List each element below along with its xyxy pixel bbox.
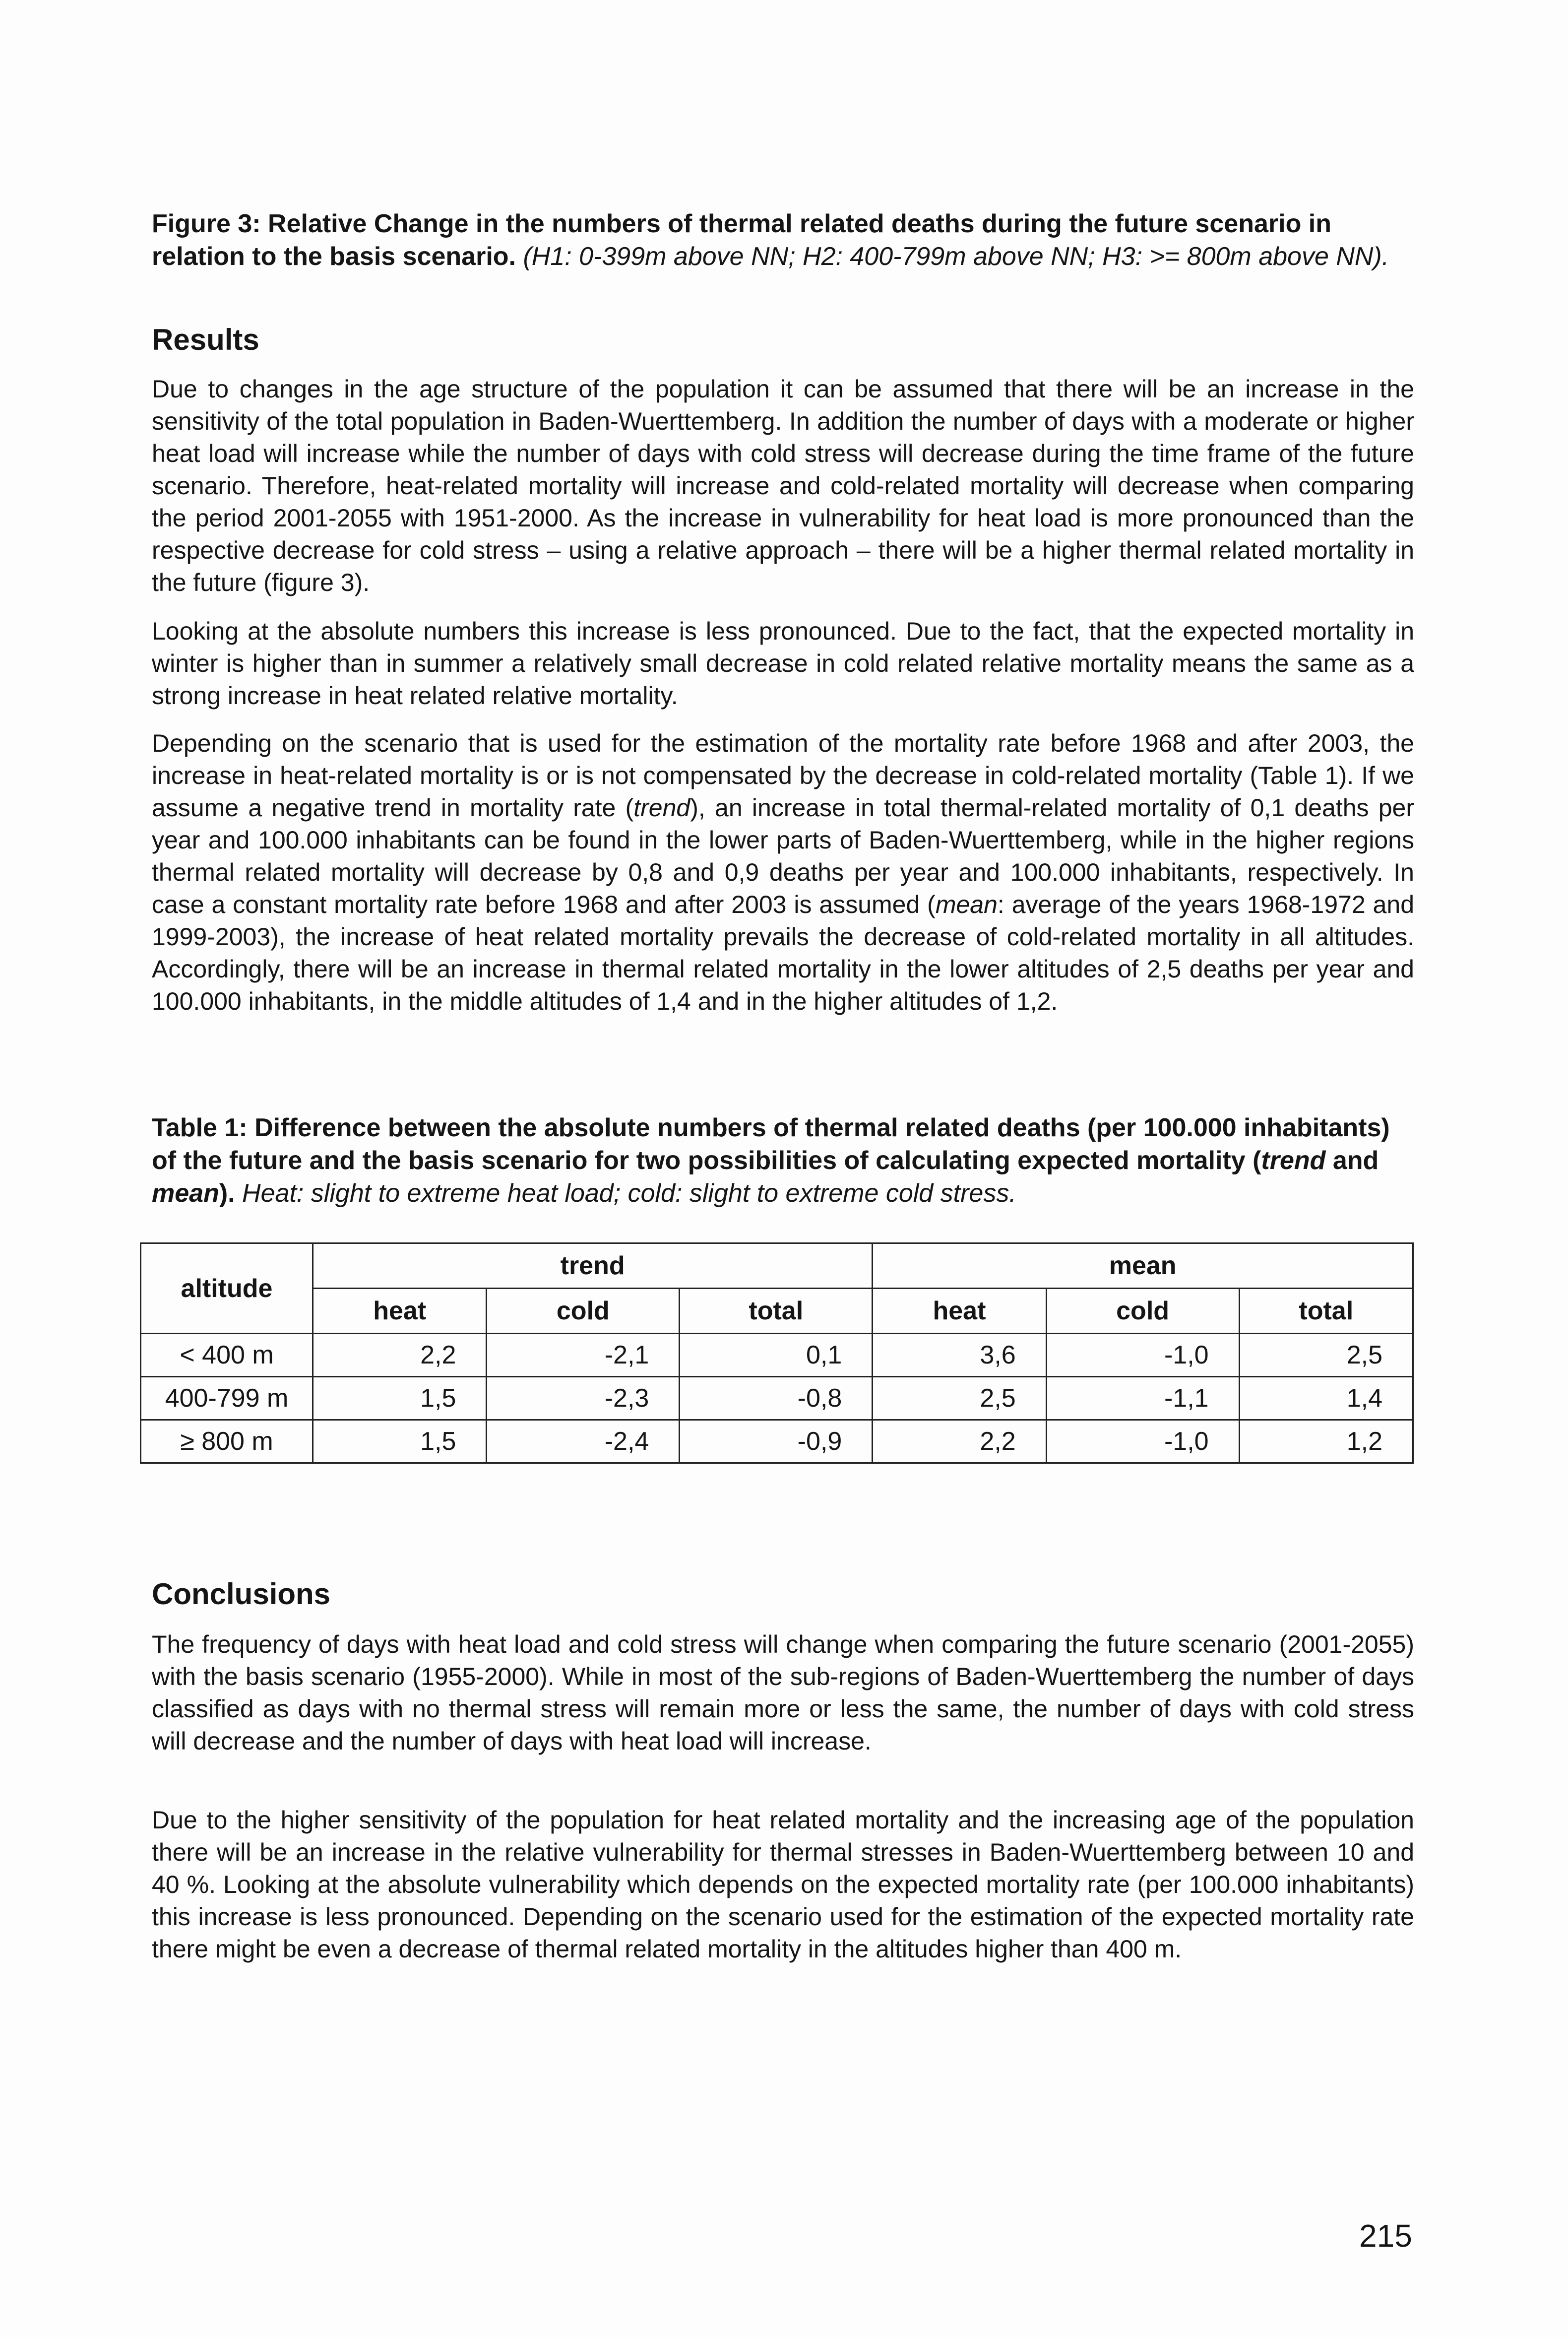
table-row [141, 1334, 1413, 1377]
sub-header: heat [313, 1289, 487, 1334]
sub-header: heat [873, 1289, 1046, 1334]
sub-header: total [1239, 1289, 1413, 1334]
altitude-cell: ≥ 800 m [141, 1420, 313, 1463]
table-caption-and: and [1325, 1146, 1379, 1175]
value-cell: 2,2 [313, 1334, 487, 1377]
table-caption-bold-end: ). [219, 1179, 235, 1208]
results-paragraph-1: Due to changes in the age structure of the population it can be assumed that there will be an increase in the sensitivity of the total population in Baden-Wuerttemberg. In addition the number of days with a moderate or higher heat load will increase while the number of days with cold stress will decrease during the time frame of the future scenario. Therefore, heat-related mortality will increase and cold-related mortality will decrease when comparing the period 2001-2055 with 1951-2000. As the increase in vulnerability for heat load is more pronounced than the respective decrease for cold stress – using a relative approach – there will be a higher thermal related mortality in the future (figure 3). [152, 375, 1414, 596]
results-p3-trend: trend [633, 794, 690, 822]
sub-header: total [680, 1289, 873, 1334]
table-caption-trend: trend [1261, 1146, 1326, 1175]
value-cell: -0,9 [680, 1420, 873, 1463]
conclusions-heading: Conclusions [152, 1577, 331, 1611]
value-cell: 0,1 [680, 1334, 873, 1377]
results-p3-part-b: ), an increase in total thermal-related mortality of 0,1 deaths per year and 100.000 inhabitants can be found in the lower parts of Baden-Wuerttemberg, while in the higher regions thermal related mortality will decrease by 0,8 and 0,9 deaths per year and 100.000 inhabitants, respectively. In case a constant mortality rate before 1968 and after 2003 is assumed ( [152, 794, 1415, 918]
trend-header: trend [313, 1243, 873, 1289]
data-table-container [140, 1242, 1414, 1464]
sub-header: cold [1046, 1289, 1239, 1334]
value-cell: -0,8 [680, 1377, 873, 1420]
results-heading: Results [152, 323, 259, 356]
conclusions-paragraph-1: The frequency of days with heat load and cold stress will change when comparing the future scenario (2001-2055) with the basis scenario (1955-2000). While in most of the sub-regions of Baden-Wuerttemberg the number of days classified as days with no thermal stress will remain more or less the same, the number of days with cold stress will decrease and the number of days with heat load will increase. [152, 1630, 1414, 1755]
value-cell: -2,4 [487, 1420, 680, 1463]
results-p3-part-c: : average of the years 1968-1972 and 1999-2003), the increase of heat related mortality prevails the decrease of cold-related mortality in all altitudes. Accordingly, there will be an increase in thermal related mortality in the lower altitudes of 2,5 deaths per year and 100.000 inhabitants, in the middle altitudes of 1,4 and in the higher altitudes of 1,2. [152, 891, 1414, 1015]
value-cell: 1,5 [313, 1377, 487, 1420]
figure-caption-italic: (H1: 0-399m above NN; H2: 400-799m above NN; H3: >= 800m above NN). [523, 242, 1389, 271]
table-row [141, 1377, 1413, 1420]
results-paragraph-2: Looking at the absolute numbers this increase is less pronounced. Due to the fact, that the expected mortality in winter is higher than in summer a relatively small decrease in cold related relative mortality means the same as a strong increase in heat related relative mortality. [152, 617, 1414, 710]
altitude-cell: 400-799 m [141, 1377, 313, 1420]
page-number: 215 [1359, 2218, 1412, 2254]
value-cell: -1,0 [1046, 1420, 1239, 1463]
table-caption-mean: mean [152, 1179, 219, 1208]
value-cell: 2,5 [873, 1377, 1046, 1420]
table-caption [152, 1111, 1414, 1210]
table-header-row [141, 1243, 1413, 1289]
value-cell: 1,2 [1239, 1420, 1413, 1463]
figure-caption [152, 207, 1414, 273]
table-caption-italic: Heat: slight to extreme heat load; cold: slight to extreme cold stress. [235, 1179, 1016, 1208]
value-cell: -2,1 [487, 1334, 680, 1377]
value-cell: -1,1 [1046, 1377, 1239, 1420]
altitude-header: altitude [141, 1243, 313, 1334]
results-paragraph-3 [152, 727, 1414, 1018]
value-cell: 3,6 [873, 1334, 1046, 1377]
table-row [141, 1420, 1413, 1463]
value-cell: 1,4 [1239, 1377, 1413, 1420]
value-cell: -2,3 [487, 1377, 680, 1420]
value-cell: -1,0 [1046, 1334, 1239, 1377]
figure-caption-bold: Figure 3: Relative Change in the numbers of thermal related deaths during the future scenario in relation to the basis scenario. [152, 209, 1331, 271]
results-p3-mean: mean [935, 891, 998, 918]
sub-header: cold [487, 1289, 680, 1334]
table-caption-bold-a: Table 1: Difference between the absolute numbers of thermal related deaths (per 100.000 inhabitants) of the future and the basis scenario for two possibilities of calculating expected mortality ( [152, 1113, 1390, 1175]
data-table [140, 1242, 1414, 1464]
results-p3-part-a: Depending on the scenario that is used for the estimation of the mortality rate before 1968 and after 2003, the increase in heat-related mortality is or is not compensated by the decrease in cold-related mortality (Table 1). If we assume a negative trend in mortality rate ( [152, 729, 1414, 822]
value-cell: 2,5 [1239, 1334, 1413, 1377]
value-cell: 1,5 [313, 1420, 487, 1463]
conclusions-paragraph-2: Due to the higher sensitivity of the population for heat related mortality and the increasing age of the population there will be an increase in the relative vulnerability for thermal stresses in Baden-Wuerttemberg between 10 and 40 %. Looking at the absolute vulnerability which depends on the expected mortality rate (per 100.000 inhabitants) this increase is less pronounced. Depending on the scenario used for the estimation of the expected mortality rate there might be even a decrease of thermal related mortality in the altitudes higher than 400 m. [152, 1806, 1414, 1963]
table-subheader-row [141, 1289, 1413, 1334]
value-cell: 2,2 [873, 1420, 1046, 1463]
mean-header: mean [873, 1243, 1413, 1289]
altitude-cell: < 400 m [141, 1334, 313, 1377]
